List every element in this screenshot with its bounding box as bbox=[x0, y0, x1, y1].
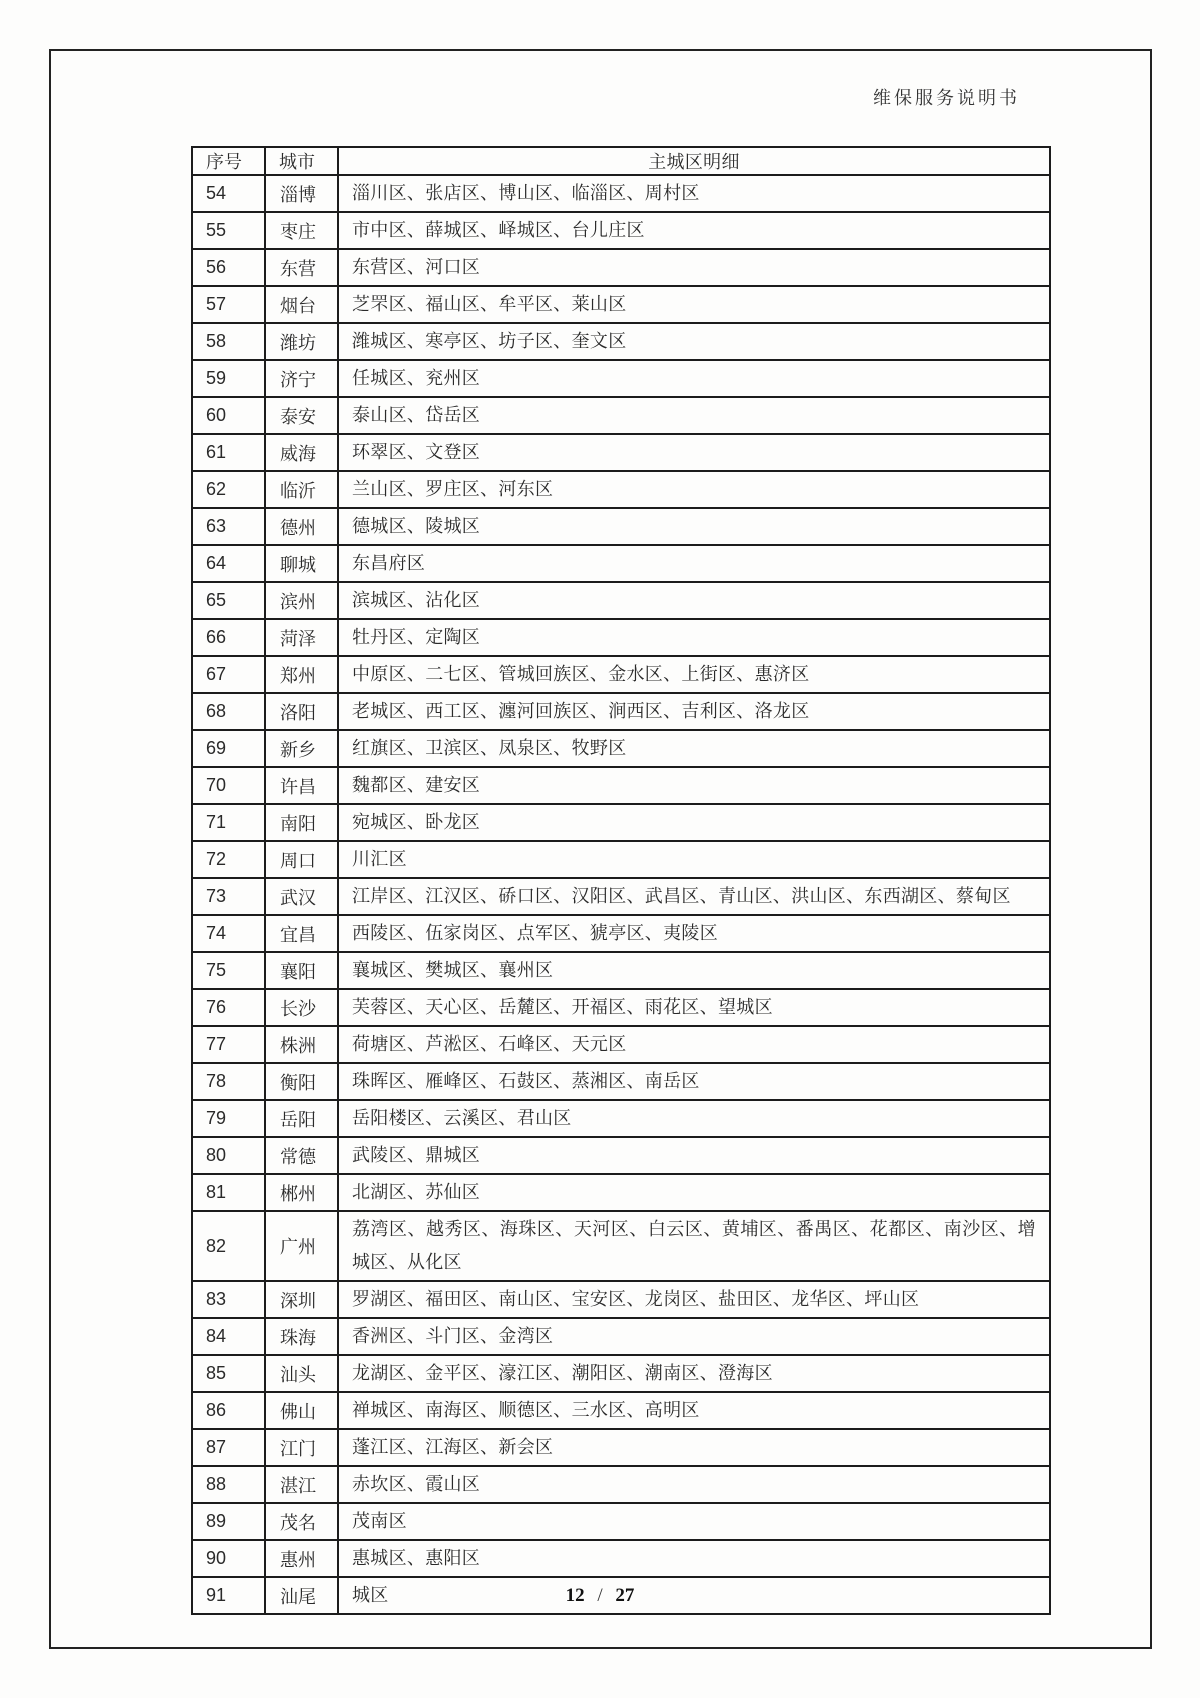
cell-districts: 襄城区、樊城区、襄州区 bbox=[338, 952, 1050, 989]
table-row bbox=[192, 175, 1050, 212]
table-row bbox=[192, 582, 1050, 619]
table-row bbox=[192, 1174, 1050, 1211]
cell-city-name: 许昌 bbox=[265, 767, 338, 804]
table-row bbox=[192, 323, 1050, 360]
cell-districts: 荷塘区、芦淞区、石峰区、天元区 bbox=[338, 1026, 1050, 1063]
cell-city-name: 衡阳 bbox=[265, 1063, 338, 1100]
table-row bbox=[192, 1026, 1050, 1063]
cell-city-name: 临沂 bbox=[265, 471, 338, 508]
table-row bbox=[192, 767, 1050, 804]
cell-districts: 蓬江区、江海区、新会区 bbox=[338, 1429, 1050, 1466]
cell-city-name: 湛江 bbox=[265, 1466, 338, 1503]
cell-serial-number: 61 bbox=[192, 434, 265, 471]
cell-districts: 东营区、河口区 bbox=[338, 249, 1050, 286]
cell-city-name: 东营 bbox=[265, 249, 338, 286]
cell-districts: 禅城区、南海区、顺德区、三水区、高明区 bbox=[338, 1392, 1050, 1429]
cell-city-name: 株洲 bbox=[265, 1026, 338, 1063]
cell-districts: 德城区、陵城区 bbox=[338, 508, 1050, 545]
cell-serial-number: 86 bbox=[192, 1392, 265, 1429]
cell-city-name: 滨州 bbox=[265, 582, 338, 619]
header-title: 维保服务说明书 bbox=[873, 88, 1020, 108]
cell-serial-number: 77 bbox=[192, 1026, 265, 1063]
cell-city-name: 新乡 bbox=[265, 730, 338, 767]
cell-serial-number: 63 bbox=[192, 508, 265, 545]
cell-serial-number: 79 bbox=[192, 1100, 265, 1137]
table-row bbox=[192, 1100, 1050, 1137]
table-row bbox=[192, 1355, 1050, 1392]
cell-serial-number: 72 bbox=[192, 841, 265, 878]
cell-city-name: 珠海 bbox=[265, 1318, 338, 1355]
table-row bbox=[192, 508, 1050, 545]
page-separator: / bbox=[597, 1585, 603, 1606]
table-row bbox=[192, 1063, 1050, 1100]
cell-serial-number: 55 bbox=[192, 212, 265, 249]
cell-districts: 茂南区 bbox=[338, 1503, 1050, 1540]
cell-serial-number: 71 bbox=[192, 804, 265, 841]
cell-serial-number: 74 bbox=[192, 915, 265, 952]
cell-districts: 老城区、西工区、瀍河回族区、涧西区、吉利区、洛龙区 bbox=[338, 693, 1050, 730]
table-row bbox=[192, 693, 1050, 730]
column-header-districts: 主城区明细 bbox=[338, 147, 1050, 175]
cell-serial-number: 81 bbox=[192, 1174, 265, 1211]
cell-districts: 江岸区、江汉区、硚口区、汉阳区、武昌区、青山区、洪山区、东西湖区、蔡甸区 bbox=[338, 878, 1050, 915]
cell-serial-number: 62 bbox=[192, 471, 265, 508]
cell-city-name: 惠州 bbox=[265, 1540, 338, 1577]
cell-serial-number: 69 bbox=[192, 730, 265, 767]
table-header-row bbox=[192, 147, 1050, 175]
cell-serial-number: 80 bbox=[192, 1137, 265, 1174]
cell-serial-number: 75 bbox=[192, 952, 265, 989]
cell-serial-number: 65 bbox=[192, 582, 265, 619]
table-row bbox=[192, 397, 1050, 434]
city-districts-table bbox=[191, 146, 1051, 1615]
cell-districts: 红旗区、卫滨区、凤泉区、牧野区 bbox=[338, 730, 1050, 767]
cell-districts: 任城区、兖州区 bbox=[338, 360, 1050, 397]
cell-serial-number: 56 bbox=[192, 249, 265, 286]
cell-city-name: 深圳 bbox=[265, 1281, 338, 1318]
cell-districts: 川汇区 bbox=[338, 841, 1050, 878]
cell-city-name: 枣庄 bbox=[265, 212, 338, 249]
cell-city-name: 汕头 bbox=[265, 1355, 338, 1392]
table-row bbox=[192, 878, 1050, 915]
cell-districts: 城区 bbox=[338, 1577, 1050, 1614]
cell-districts: 淄川区、张店区、博山区、临淄区、周村区 bbox=[338, 175, 1050, 212]
cell-districts: 龙湖区、金平区、濠江区、潮阳区、潮南区、澄海区 bbox=[338, 1355, 1050, 1392]
cell-serial-number: 57 bbox=[192, 286, 265, 323]
cell-districts: 滨城区、沾化区 bbox=[338, 582, 1050, 619]
column-header-serial: 序号 bbox=[192, 147, 265, 175]
cell-city-name: 宜昌 bbox=[265, 915, 338, 952]
cell-city-name: 长沙 bbox=[265, 989, 338, 1026]
cell-serial-number: 66 bbox=[192, 619, 265, 656]
cell-serial-number: 60 bbox=[192, 397, 265, 434]
cell-city-name: 潍坊 bbox=[265, 323, 338, 360]
column-header-city: 城市 bbox=[265, 147, 338, 175]
table-row bbox=[192, 286, 1050, 323]
page-footer bbox=[0, 1585, 1200, 1607]
table-row bbox=[192, 249, 1050, 286]
cell-districts: 中原区、二七区、管城回族区、金水区、上街区、惠济区 bbox=[338, 656, 1050, 693]
cell-districts: 潍城区、寒亭区、坊子区、奎文区 bbox=[338, 323, 1050, 360]
cell-serial-number: 68 bbox=[192, 693, 265, 730]
cell-serial-number: 85 bbox=[192, 1355, 265, 1392]
cell-districts: 武陵区、鼎城区 bbox=[338, 1137, 1050, 1174]
table-row bbox=[192, 1137, 1050, 1174]
cell-city-name: 烟台 bbox=[265, 286, 338, 323]
cell-city-name: 周口 bbox=[265, 841, 338, 878]
table-row bbox=[192, 1211, 1050, 1281]
cell-districts: 东昌府区 bbox=[338, 545, 1050, 582]
cell-city-name: 洛阳 bbox=[265, 693, 338, 730]
table-row bbox=[192, 841, 1050, 878]
table-row bbox=[192, 989, 1050, 1026]
cell-city-name: 南阳 bbox=[265, 804, 338, 841]
cell-city-name: 德州 bbox=[265, 508, 338, 545]
cell-city-name: 聊城 bbox=[265, 545, 338, 582]
cell-serial-number: 89 bbox=[192, 1503, 265, 1540]
cell-city-name: 汕尾 bbox=[265, 1577, 338, 1614]
cell-districts: 牡丹区、定陶区 bbox=[338, 619, 1050, 656]
cell-serial-number: 83 bbox=[192, 1281, 265, 1318]
table-row bbox=[192, 619, 1050, 656]
cell-city-name: 菏泽 bbox=[265, 619, 338, 656]
cell-city-name: 襄阳 bbox=[265, 952, 338, 989]
cell-districts: 环翠区、文登区 bbox=[338, 434, 1050, 471]
cell-serial-number: 59 bbox=[192, 360, 265, 397]
cell-serial-number: 91 bbox=[192, 1577, 265, 1614]
document-header bbox=[0, 84, 1020, 110]
cell-districts: 惠城区、惠阳区 bbox=[338, 1540, 1050, 1577]
cell-districts: 芝罘区、福山区、牟平区、莱山区 bbox=[338, 286, 1050, 323]
table-row bbox=[192, 1281, 1050, 1318]
cell-districts: 宛城区、卧龙区 bbox=[338, 804, 1050, 841]
table-row bbox=[192, 360, 1050, 397]
cell-serial-number: 58 bbox=[192, 323, 265, 360]
cell-serial-number: 64 bbox=[192, 545, 265, 582]
cell-serial-number: 88 bbox=[192, 1466, 265, 1503]
cell-serial-number: 76 bbox=[192, 989, 265, 1026]
page-number: 12 bbox=[565, 1585, 585, 1606]
table-row bbox=[192, 471, 1050, 508]
table-row bbox=[192, 545, 1050, 582]
table-row bbox=[192, 730, 1050, 767]
cell-districts: 赤坎区、霞山区 bbox=[338, 1466, 1050, 1503]
cell-city-name: 泰安 bbox=[265, 397, 338, 434]
table-row bbox=[192, 1429, 1050, 1466]
table-row bbox=[192, 1503, 1050, 1540]
table-row bbox=[192, 212, 1050, 249]
table-row bbox=[192, 952, 1050, 989]
cell-city-name: 淄博 bbox=[265, 175, 338, 212]
cell-districts: 香洲区、斗门区、金湾区 bbox=[338, 1318, 1050, 1355]
cell-city-name: 常德 bbox=[265, 1137, 338, 1174]
cell-city-name: 济宁 bbox=[265, 360, 338, 397]
cell-city-name: 广州 bbox=[265, 1211, 338, 1281]
table-row bbox=[192, 1318, 1050, 1355]
cell-city-name: 江门 bbox=[265, 1429, 338, 1466]
table-row bbox=[192, 915, 1050, 952]
cell-districts: 兰山区、罗庄区、河东区 bbox=[338, 471, 1050, 508]
cell-serial-number: 67 bbox=[192, 656, 265, 693]
cell-districts: 泰山区、岱岳区 bbox=[338, 397, 1050, 434]
cell-city-name: 岳阳 bbox=[265, 1100, 338, 1137]
cell-city-name: 威海 bbox=[265, 434, 338, 471]
page-total: 27 bbox=[615, 1585, 635, 1606]
table-row bbox=[192, 656, 1050, 693]
cell-serial-number: 70 bbox=[192, 767, 265, 804]
cell-districts: 岳阳楼区、云溪区、君山区 bbox=[338, 1100, 1050, 1137]
cell-city-name: 郑州 bbox=[265, 656, 338, 693]
cell-serial-number: 87 bbox=[192, 1429, 265, 1466]
cell-serial-number: 73 bbox=[192, 878, 265, 915]
cell-districts: 珠晖区、雁峰区、石鼓区、蒸湘区、南岳区 bbox=[338, 1063, 1050, 1100]
cell-districts: 西陵区、伍家岗区、点军区、猇亭区、夷陵区 bbox=[338, 915, 1050, 952]
cell-districts: 芙蓉区、天心区、岳麓区、开福区、雨花区、望城区 bbox=[338, 989, 1050, 1026]
table-row bbox=[192, 1466, 1050, 1503]
cell-districts: 市中区、薛城区、峄城区、台儿庄区 bbox=[338, 212, 1050, 249]
table-row bbox=[192, 1540, 1050, 1577]
cell-serial-number: 84 bbox=[192, 1318, 265, 1355]
table-row bbox=[192, 1392, 1050, 1429]
table-row bbox=[192, 804, 1050, 841]
table-row bbox=[192, 434, 1050, 471]
cell-city-name: 武汉 bbox=[265, 878, 338, 915]
cell-districts: 北湖区、苏仙区 bbox=[338, 1174, 1050, 1211]
cell-districts: 魏都区、建安区 bbox=[338, 767, 1050, 804]
cell-districts: 罗湖区、福田区、南山区、宝安区、龙岗区、盐田区、龙华区、坪山区 bbox=[338, 1281, 1050, 1318]
cell-serial-number: 78 bbox=[192, 1063, 265, 1100]
cell-city-name: 郴州 bbox=[265, 1174, 338, 1211]
cell-city-name: 茂名 bbox=[265, 1503, 338, 1540]
cell-serial-number: 90 bbox=[192, 1540, 265, 1577]
cell-serial-number: 54 bbox=[192, 175, 265, 212]
cell-serial-number: 82 bbox=[192, 1211, 265, 1281]
cell-districts: 荔湾区、越秀区、海珠区、天河区、白云区、黄埔区、番禺区、花都区、南沙区、增城区、从化区 bbox=[338, 1211, 1050, 1281]
cell-city-name: 佛山 bbox=[265, 1392, 338, 1429]
